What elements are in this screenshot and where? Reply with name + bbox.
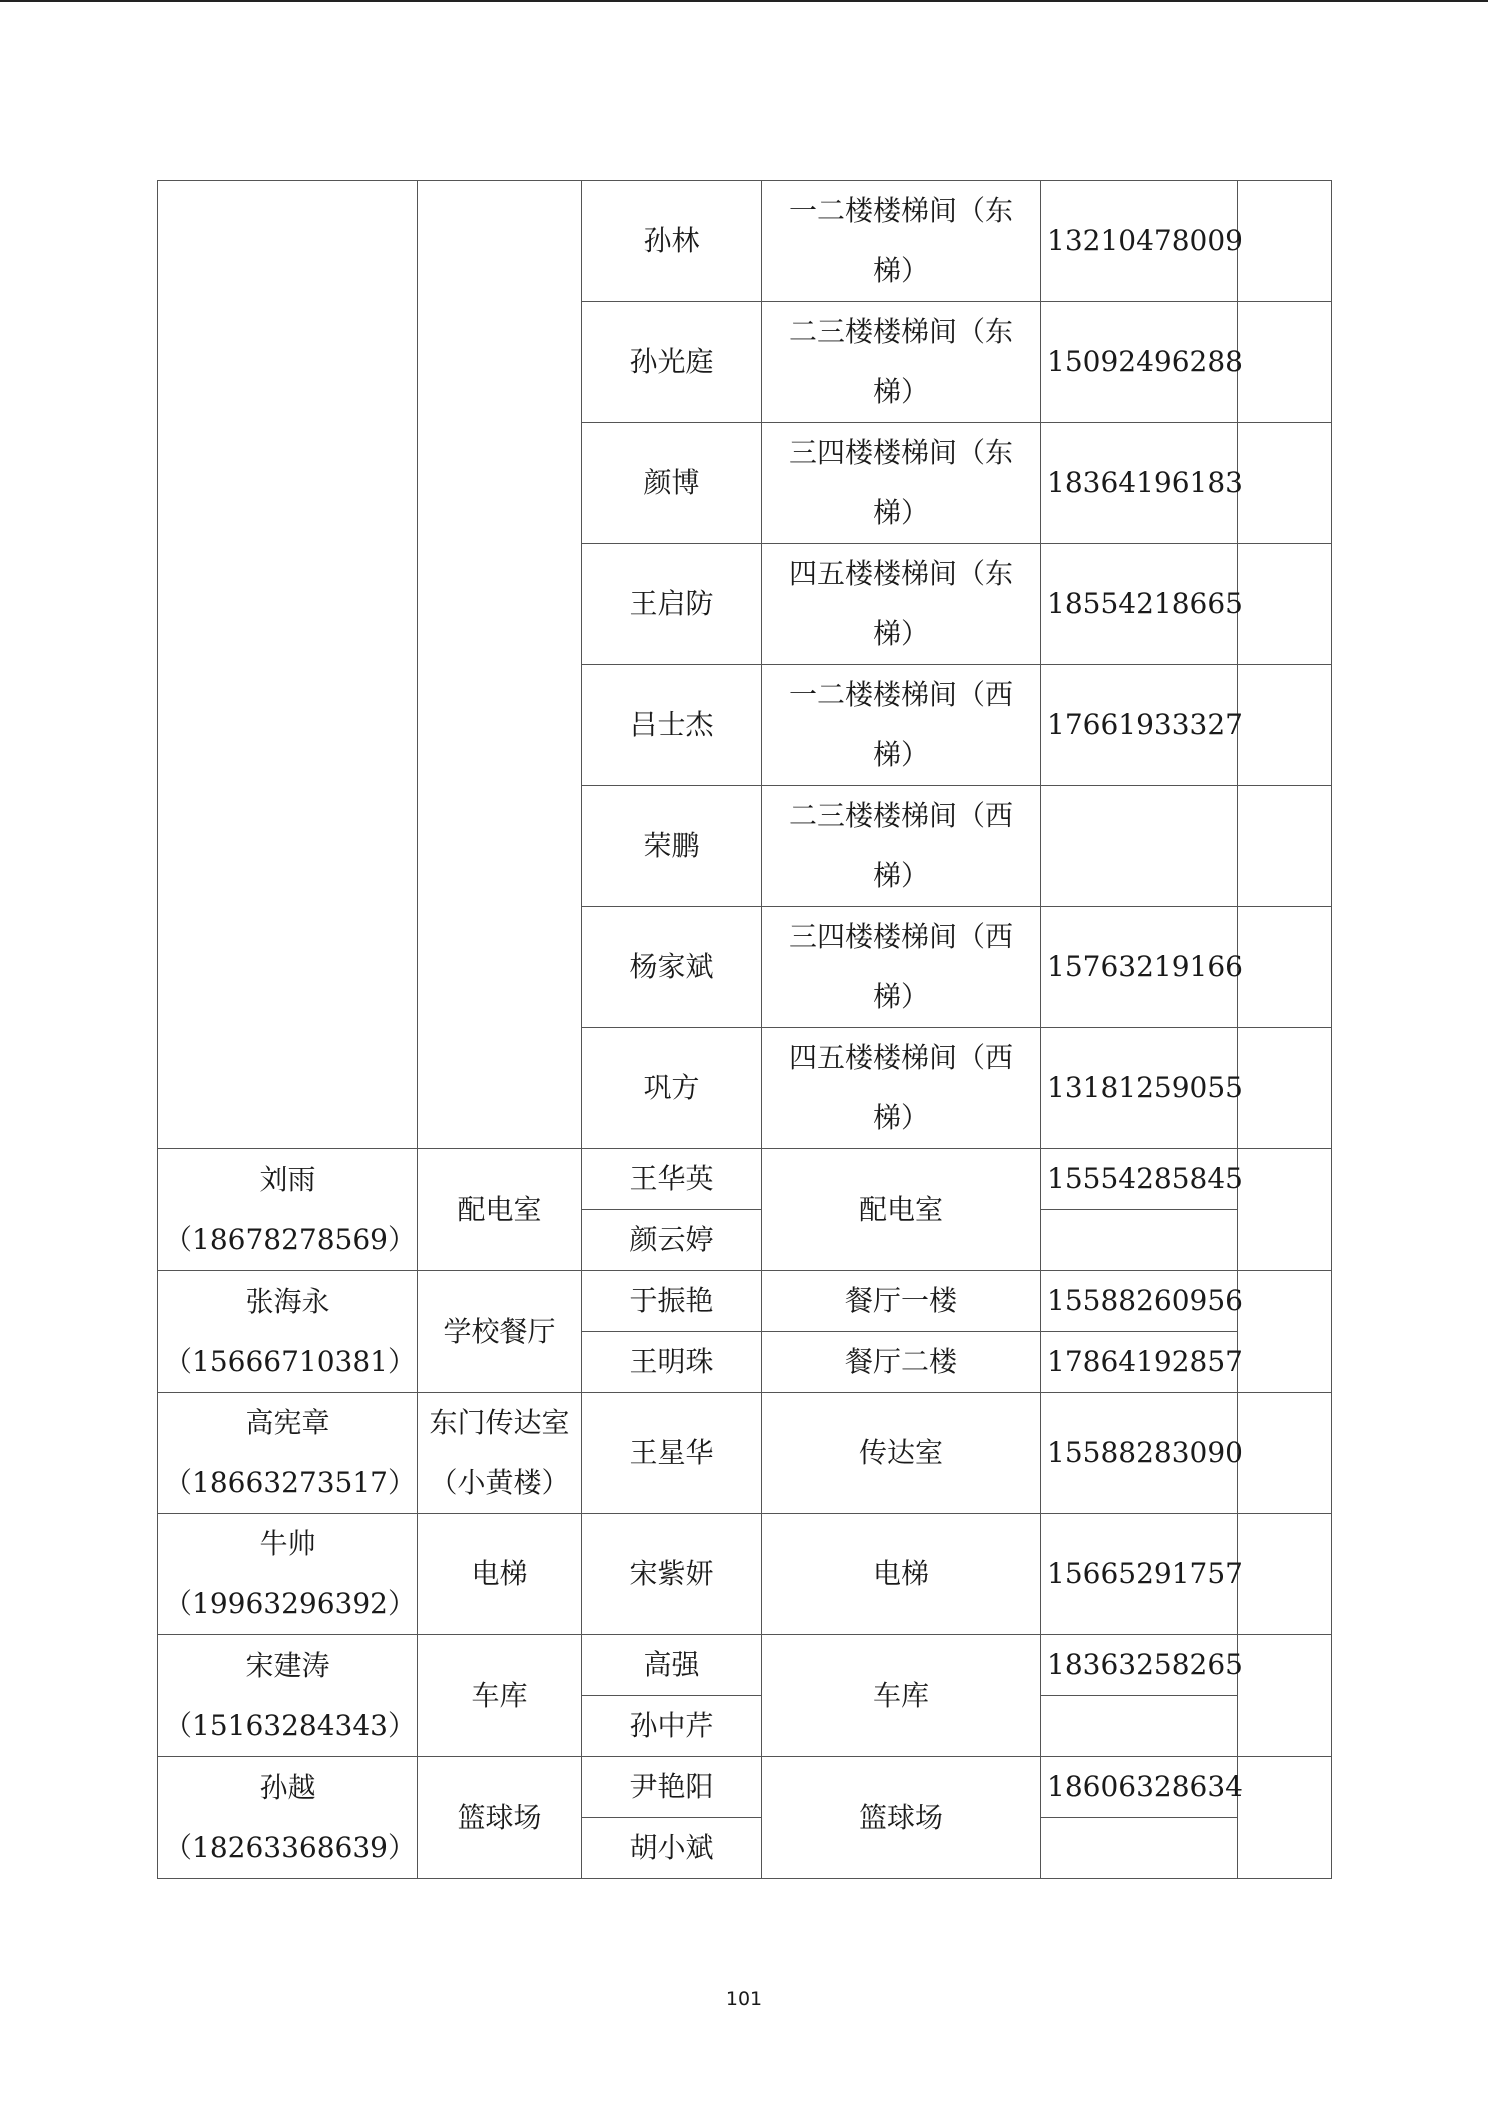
- leader-cell: [158, 1635, 418, 1757]
- note-cell: [1238, 423, 1332, 544]
- phone-number: [1041, 1696, 1238, 1757]
- leader-phone: （18263368639）: [164, 1830, 416, 1864]
- staff-name: 孙林: [582, 181, 762, 302]
- leader-cell: [158, 1393, 418, 1514]
- post-location: 篮球场: [762, 1757, 1041, 1879]
- phone-number: 15588260956: [1041, 1271, 1238, 1332]
- phone-number: 15763219166: [1041, 907, 1238, 1028]
- phone-number: 18363258265: [1041, 1635, 1238, 1696]
- leader-cell-empty: [158, 181, 418, 1149]
- area-cell: [418, 1393, 582, 1514]
- area-cell: 车库: [418, 1635, 582, 1757]
- area-cell: 电梯: [418, 1514, 582, 1635]
- staff-name: 荣鹏: [582, 786, 762, 907]
- staff-name: 杨家斌: [582, 907, 762, 1028]
- post-location: 四五楼楼梯间（西梯）: [762, 1028, 1041, 1149]
- leader-cell: [158, 1149, 418, 1271]
- leader-phone: （18678278569）: [164, 1222, 416, 1256]
- staff-name: 王明珠: [582, 1332, 762, 1393]
- post-location: 二三楼楼梯间（西梯）: [762, 786, 1041, 907]
- duty-roster-table: [157, 180, 1332, 1879]
- post-location: 一二楼楼梯间（东梯）: [762, 181, 1041, 302]
- staff-name: 王启防: [582, 544, 762, 665]
- post-location: 电梯: [762, 1514, 1041, 1635]
- note-cell: [1238, 1757, 1332, 1879]
- note-cell: [1238, 1271, 1332, 1393]
- table-row: [158, 1149, 1332, 1210]
- note-cell: [1238, 544, 1332, 665]
- post-location: 餐厅一楼: [762, 1271, 1041, 1332]
- phone-number: 18554218665: [1041, 544, 1238, 665]
- note-cell: [1238, 181, 1332, 302]
- post-location: 三四楼楼梯间（东梯）: [762, 423, 1041, 544]
- phone-number: [1041, 786, 1238, 907]
- leader-phone: （15666710381）: [164, 1344, 416, 1378]
- area-cell: 学校餐厅: [418, 1271, 582, 1393]
- area-line-1: 东门传达室: [429, 1406, 570, 1439]
- phone-number: 17661933327: [1041, 665, 1238, 786]
- note-cell: [1238, 1635, 1332, 1757]
- note-cell: [1238, 907, 1332, 1028]
- staff-name: 颜博: [582, 423, 762, 544]
- staff-name: 孙中芹: [582, 1696, 762, 1757]
- leader-name: 宋建涛: [245, 1648, 330, 1682]
- staff-name: 高强: [582, 1635, 762, 1696]
- table-row: [158, 1757, 1332, 1818]
- staff-name: 王华英: [582, 1149, 762, 1210]
- phone-number: 17864192857: [1041, 1332, 1238, 1393]
- table-row: [158, 1635, 1332, 1696]
- post-location: 车库: [762, 1635, 1041, 1757]
- staff-name: 宋紫妍: [582, 1514, 762, 1635]
- phone-number: 18364196183: [1041, 423, 1238, 544]
- page-number: 101: [725, 1988, 763, 2010]
- table-row: [158, 1393, 1332, 1514]
- staff-name: 尹艳阳: [582, 1757, 762, 1818]
- leader-phone: （19963296392）: [164, 1587, 416, 1620]
- staff-name: 于振艳: [582, 1271, 762, 1332]
- note-cell: [1238, 665, 1332, 786]
- note-cell: [1238, 1149, 1332, 1271]
- leader-name: 牛帅: [259, 1527, 316, 1560]
- area-line-2: （小黄楼）: [429, 1466, 570, 1499]
- staff-name: 颜云婷: [582, 1210, 762, 1271]
- leader-name: 张海永: [245, 1284, 330, 1318]
- post-location: 餐厅二楼: [762, 1332, 1041, 1393]
- post-location: 三四楼楼梯间（西梯）: [762, 907, 1041, 1028]
- area-cell: 配电室: [418, 1149, 582, 1271]
- note-cell: [1238, 302, 1332, 423]
- leader-cell: [158, 1757, 418, 1879]
- phone-number: 13181259055: [1041, 1028, 1238, 1149]
- phone-number: 15665291757: [1041, 1514, 1238, 1635]
- leader-name: 高宪章: [245, 1406, 330, 1439]
- phone-number: 13210478009: [1041, 181, 1238, 302]
- area-cell: 篮球场: [418, 1757, 582, 1879]
- table-row: [158, 1271, 1332, 1332]
- staff-name: 王星华: [582, 1393, 762, 1514]
- phone-number: 15554285845: [1041, 1149, 1238, 1210]
- area-cell-empty: [418, 181, 582, 1149]
- leader-phone: （18663273517）: [164, 1466, 416, 1499]
- note-cell: [1238, 786, 1332, 907]
- post-location: 传达室: [762, 1393, 1041, 1514]
- leader-cell: [158, 1514, 418, 1635]
- post-location: 配电室: [762, 1149, 1041, 1271]
- note-cell: [1238, 1393, 1332, 1514]
- phone-number: 15092496288: [1041, 302, 1238, 423]
- post-location: 一二楼楼梯间（西梯）: [762, 665, 1041, 786]
- post-location: 四五楼楼梯间（东梯）: [762, 544, 1041, 665]
- top-border-line: [0, 0, 1488, 2]
- phone-number: [1041, 1210, 1238, 1271]
- phone-number: 18606328634: [1041, 1757, 1238, 1818]
- table-row: [158, 1514, 1332, 1635]
- staff-name: 吕士杰: [582, 665, 762, 786]
- table-row: [158, 181, 1332, 302]
- staff-name: 胡小斌: [582, 1818, 762, 1879]
- leader-phone: （15163284343）: [164, 1708, 416, 1742]
- leader-cell: [158, 1271, 418, 1393]
- post-location: 二三楼楼梯间（东梯）: [762, 302, 1041, 423]
- note-cell: [1238, 1514, 1332, 1635]
- phone-number: [1041, 1818, 1238, 1879]
- leader-name: 孙越: [259, 1770, 316, 1804]
- staff-name: 孙光庭: [582, 302, 762, 423]
- leader-name: 刘雨: [259, 1162, 316, 1196]
- note-cell: [1238, 1028, 1332, 1149]
- staff-name: 巩方: [582, 1028, 762, 1149]
- phone-number: 15588283090: [1041, 1393, 1238, 1514]
